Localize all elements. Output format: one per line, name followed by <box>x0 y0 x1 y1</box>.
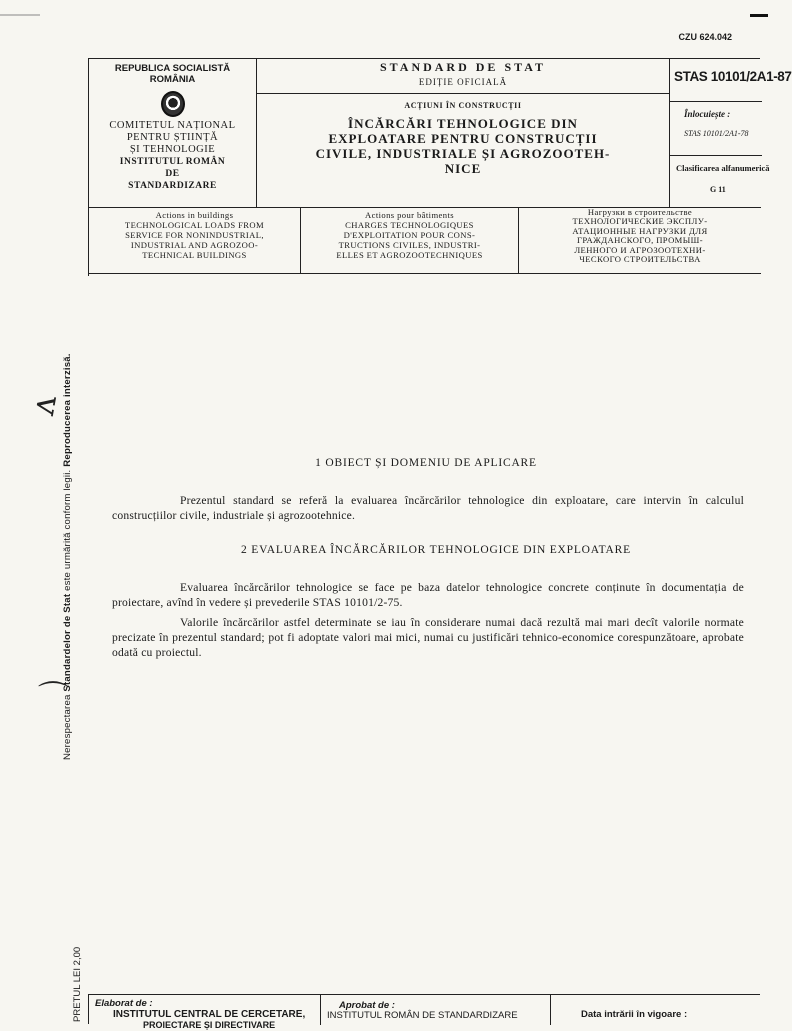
section-1-text: Prezentul standard se referă la evaluarea încărcărilor tehnologice din exploatare, care intervin în calculul construcțiilor civile, industriale și agrozootehnice. <box>112 494 744 522</box>
section-2-text-1: Evaluarea încărcărilor tehnologice se face pe baza datelor tehnologice concrete conținute în documentația de proiectare, avînd în vedere și prevederile STAS 10101/2-75. <box>112 581 744 609</box>
translation-fr-line: TRUCTIONS CIVILES, INDUSTRI- <box>338 240 481 250</box>
elaborated-by-label: Elaborat de : <box>95 998 153 1009</box>
classification-value: G 11 <box>710 185 726 194</box>
coat-of-arms-icon <box>161 91 185 117</box>
translation-en-line: INDUSTRIAL AND AGROZOO- <box>130 240 259 250</box>
footer <box>88 994 760 1030</box>
legal-notice-middle: este urmărită conform legii. <box>62 466 73 594</box>
title-line-1: ÎNCĂRCĂRI TEHNOLOGICE DIN <box>348 116 578 131</box>
translation-fr-line: D'EXPLOITATION POUR CONS- <box>343 230 476 240</box>
translation-ru-line: АТАЦИОННЫЕ НАГРУЗКИ ДЛЯ <box>572 225 708 236</box>
legal-notice-prefix: Nerespectarea <box>62 691 73 760</box>
replaces-label: Înlocuiește : <box>684 109 731 119</box>
code-divider-2 <box>670 155 762 156</box>
translation-ru-line: ЛЕННОГО И АГРОЗООТЕХНИ- <box>574 244 706 255</box>
committee-name <box>89 120 256 156</box>
institute-line-1: INSTITUTUL ROMÂN <box>119 157 226 167</box>
elaborated-by-line-2: PROIECTARE ȘI DIRECTIVARE <box>143 1020 276 1030</box>
scan-mark-right <box>750 14 768 17</box>
title-divider <box>257 93 669 94</box>
translation-en-line: TECHNOLOGICAL LOADS FROM <box>124 220 265 230</box>
translation-ru-line: ТЕХНОЛОГИЧЕСКИЕ ЭКСПЛУ- <box>572 216 708 227</box>
legal-notice-repro: Reproducerea interzisă. <box>62 353 73 467</box>
translation-en-line: TECHNICAL BUILDINGS <box>142 250 247 260</box>
title-line-4: NICE <box>444 161 482 176</box>
republic-line-2: ROMÂNIA <box>149 74 196 85</box>
code-divider-1 <box>670 101 762 102</box>
translation-fr <box>301 207 519 273</box>
republic-name <box>89 63 256 85</box>
elaborated-by-cell <box>89 995 321 1030</box>
approved-by-cell <box>321 995 551 1025</box>
republic-line-1: REPUBLICA SOCIALISTĂ <box>114 63 231 74</box>
title-cell <box>257 59 669 207</box>
handwritten-mark-2: ⌒ <box>38 680 68 715</box>
translation-fr-line: Actions pour bâtiments <box>365 210 454 220</box>
classification-label: Clasificarea alfanumerică <box>676 163 770 173</box>
translation-fr-line: CHARGES TECHNOLOGIQUES <box>345 220 474 230</box>
translation-ru-line: Нагрузки в строительстве <box>587 207 693 217</box>
committee-line-2: PENTRU ȘTIINȚĂ <box>126 132 219 143</box>
translation-fr-line: ELLES ET AGROZOOTECHNIQUES <box>336 250 483 260</box>
effective-date-label: Data intrării în vigoare : <box>581 1009 688 1020</box>
code-cell <box>669 59 792 207</box>
committee-line-3: ȘI TEHNOLOGIE <box>129 144 216 155</box>
edition-label: EDIȚIE OFICIALĂ <box>418 77 508 87</box>
title-line-3: CIVILE, INDUSTRIALE ȘI AGROZOOTEH- <box>315 146 611 161</box>
approved-by-label: Aprobat de : <box>339 1000 395 1011</box>
translation-en <box>89 207 301 273</box>
translations-row <box>89 207 761 273</box>
committee-line-1: COMITETUL NAȚIONAL <box>109 120 236 131</box>
translation-en-line: Actions in buildings <box>155 210 234 220</box>
category-label: ACȚIUNI ÎN CONSTRUCȚII <box>404 101 522 110</box>
translation-ru <box>519 207 761 273</box>
legal-notice-standards: Standardelor de Stat <box>62 593 73 692</box>
title-line-2: EXPLOATARE PENTRU CONSTRUCȚII <box>328 131 598 146</box>
section-2-title: 2 EVALUAREA ÎNCĂRCĂRILOR TEHNOLOGICE DIN EXPLOATARE <box>241 544 631 556</box>
approved-by-value: INSTITUTUL ROMÂN DE STANDARDIZARE <box>327 1010 518 1021</box>
stas-code: STAS 10101/2A1-87 <box>674 69 792 84</box>
czu-code: CZU 624.042 <box>678 32 732 42</box>
document-title <box>257 116 669 176</box>
institute-name <box>89 156 256 192</box>
handwritten-mark-1: ʌ <box>22 392 65 418</box>
scan-mark-left <box>0 14 40 16</box>
section-2-text-2: Valorile încărcărilor astfel determinate se iau în considerare numai dacă rezultă mai mari decît valorile normate precizate în prezentul standard; pot fi adoptate valori mai mici, numai cu justificări tehnico-economice corespunzătoare, aprobate odată cu proiectul. <box>112 616 744 659</box>
section-1-title: 1 OBIECT ȘI DOMENIU DE APLICARE <box>315 457 537 469</box>
standard-title: STANDARD DE STAT <box>379 60 547 74</box>
translation-ru-line: ЧЕСКОГО СТРОИТЕЛЬСТВА <box>579 254 701 265</box>
standard-header <box>88 58 792 276</box>
issuer-cell <box>89 59 257 207</box>
elaborated-by-line-1: INSTITUTUL CENTRAL DE CERCETARE, <box>113 1009 306 1020</box>
replaces-value: STAS 10101/2A1-78 <box>684 129 749 138</box>
price-vertical: PRETUL LEI 2,00 <box>72 946 83 1022</box>
translations-divider <box>89 273 761 274</box>
institute-line-3: STANDARDIZARE <box>128 181 217 191</box>
translation-en-line: SERVICE FOR NONINDUSTRIAL, <box>125 230 264 240</box>
institute-line-2: DE <box>165 169 180 179</box>
translation-ru-line: ГРАЖДАНСКОГО, ПРОМЫШ- <box>577 235 703 246</box>
